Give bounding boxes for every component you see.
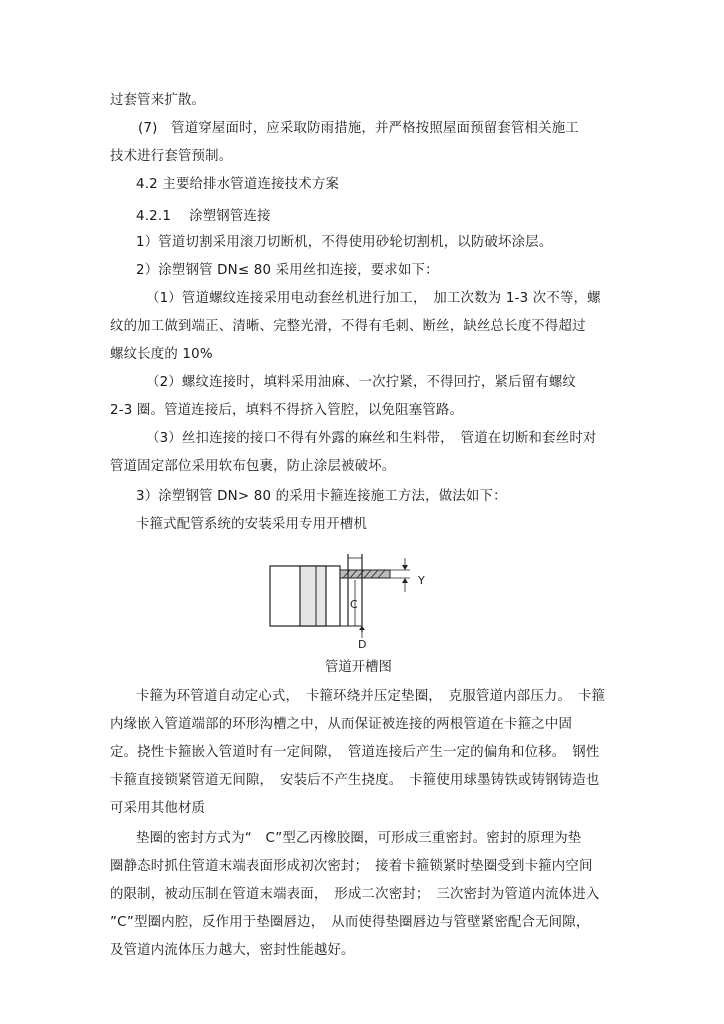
text-line: 及管道内流体压力越大，密封性能越好。 <box>110 943 355 958</box>
text-line: （1）管道螺纹连接采用电动套丝机进行加工， 加工次数为 1-3 次不等，螺 <box>146 291 601 306</box>
text-line: 圈静态时抓住管道末端表面形成初次密封； 接着卡箍锁紧时垫圈受到卡箍内空间 <box>110 859 593 874</box>
text-line: (7) 管道穿屋面时，应采取防雨措施，并严格按照屋面预留套管相关施工 <box>138 121 579 136</box>
text-line: 2-3 圈。管道连接后，填料不得挤入管腔，以免阻塞管路。 <box>110 403 464 418</box>
text-line: （3）丝扣连接的接口不得有外露的麻丝和生料带， 管道在切断和套丝时对 <box>146 431 597 446</box>
text-line: 定。挠性卡箍嵌入管道时有一定间隙， 管道连接后产生一定的偏角和位移。 钢性 <box>110 745 600 760</box>
text-line: 1）管道切割采用滚刀切断机，不得使用砂轮切割机，以防破坏涂层。 <box>136 235 553 250</box>
text-line: 螺纹长度的 10% <box>110 347 213 362</box>
text-line: 管道固定部位采用软布包裹，防止涂层被破坏。 <box>110 459 396 474</box>
pipe-groove-figure <box>0 540 724 650</box>
label-y: Y <box>418 574 425 587</box>
text-line: 内缘嵌入管道端部的环形沟槽之中，从而保证被连接的两根管道在卡箍之中固 <box>110 717 573 732</box>
text-line: 3）涂塑钢管 DN> 80 的采用卡箍连接施工方法，做法如下： <box>136 489 507 504</box>
text-line: 垫圈的密封方式为“ C”型乙丙橡胶圈，可形成三重密封。密封的原理为垫 <box>136 831 582 846</box>
subsection-heading: 4.2.1 涂塑钢管连接 <box>136 209 271 224</box>
text-line: （2）螺纹连接时，填料采用油麻、一次拧紧，不得回拧，紧后留有螺纹 <box>146 375 577 390</box>
text-line: ”C”型圈内腔，反作用于垫圈唇边， 从而使得垫圈唇边与管壁紧密配合无间隙， <box>110 915 590 930</box>
text-line: 的限制，被动压制在管道末端表面， 形成二次密封； 三次密封为管道内流体进入 <box>110 887 600 902</box>
text-line: 过套管来扩散。 <box>110 93 206 108</box>
label-d: D <box>358 638 367 650</box>
text-line: 纹的加工做到端正、清晰、完整光滑，不得有毛刺、断丝，缺丝总长度不得超过 <box>110 319 586 334</box>
text-line: 可采用其他材质 <box>110 801 206 816</box>
text-line: 卡箍式配管系统的安装采用专用开槽机 <box>136 517 368 532</box>
text-line: 技术进行套管预制。 <box>110 149 233 164</box>
text-line: 2）涂塑钢管 DN≤ 80 采用丝扣连接，要求如下： <box>136 263 439 278</box>
section-heading: 4.2 主要给排水管道连接技术方案 <box>136 177 340 192</box>
figure-caption: 管道开槽图 <box>325 660 392 675</box>
text-line: 卡箍为环管道自动定心式， 卡箍环绕并压定垫圈， 克服管道内部压力。 卡箍 <box>136 689 606 704</box>
text-line: 卡箍直接锁紧管道无间隙， 安装后不产生挠度。 卡箍使用球墨铸铁或铸钢铸造也 <box>110 773 600 788</box>
label-c: C <box>350 598 358 611</box>
